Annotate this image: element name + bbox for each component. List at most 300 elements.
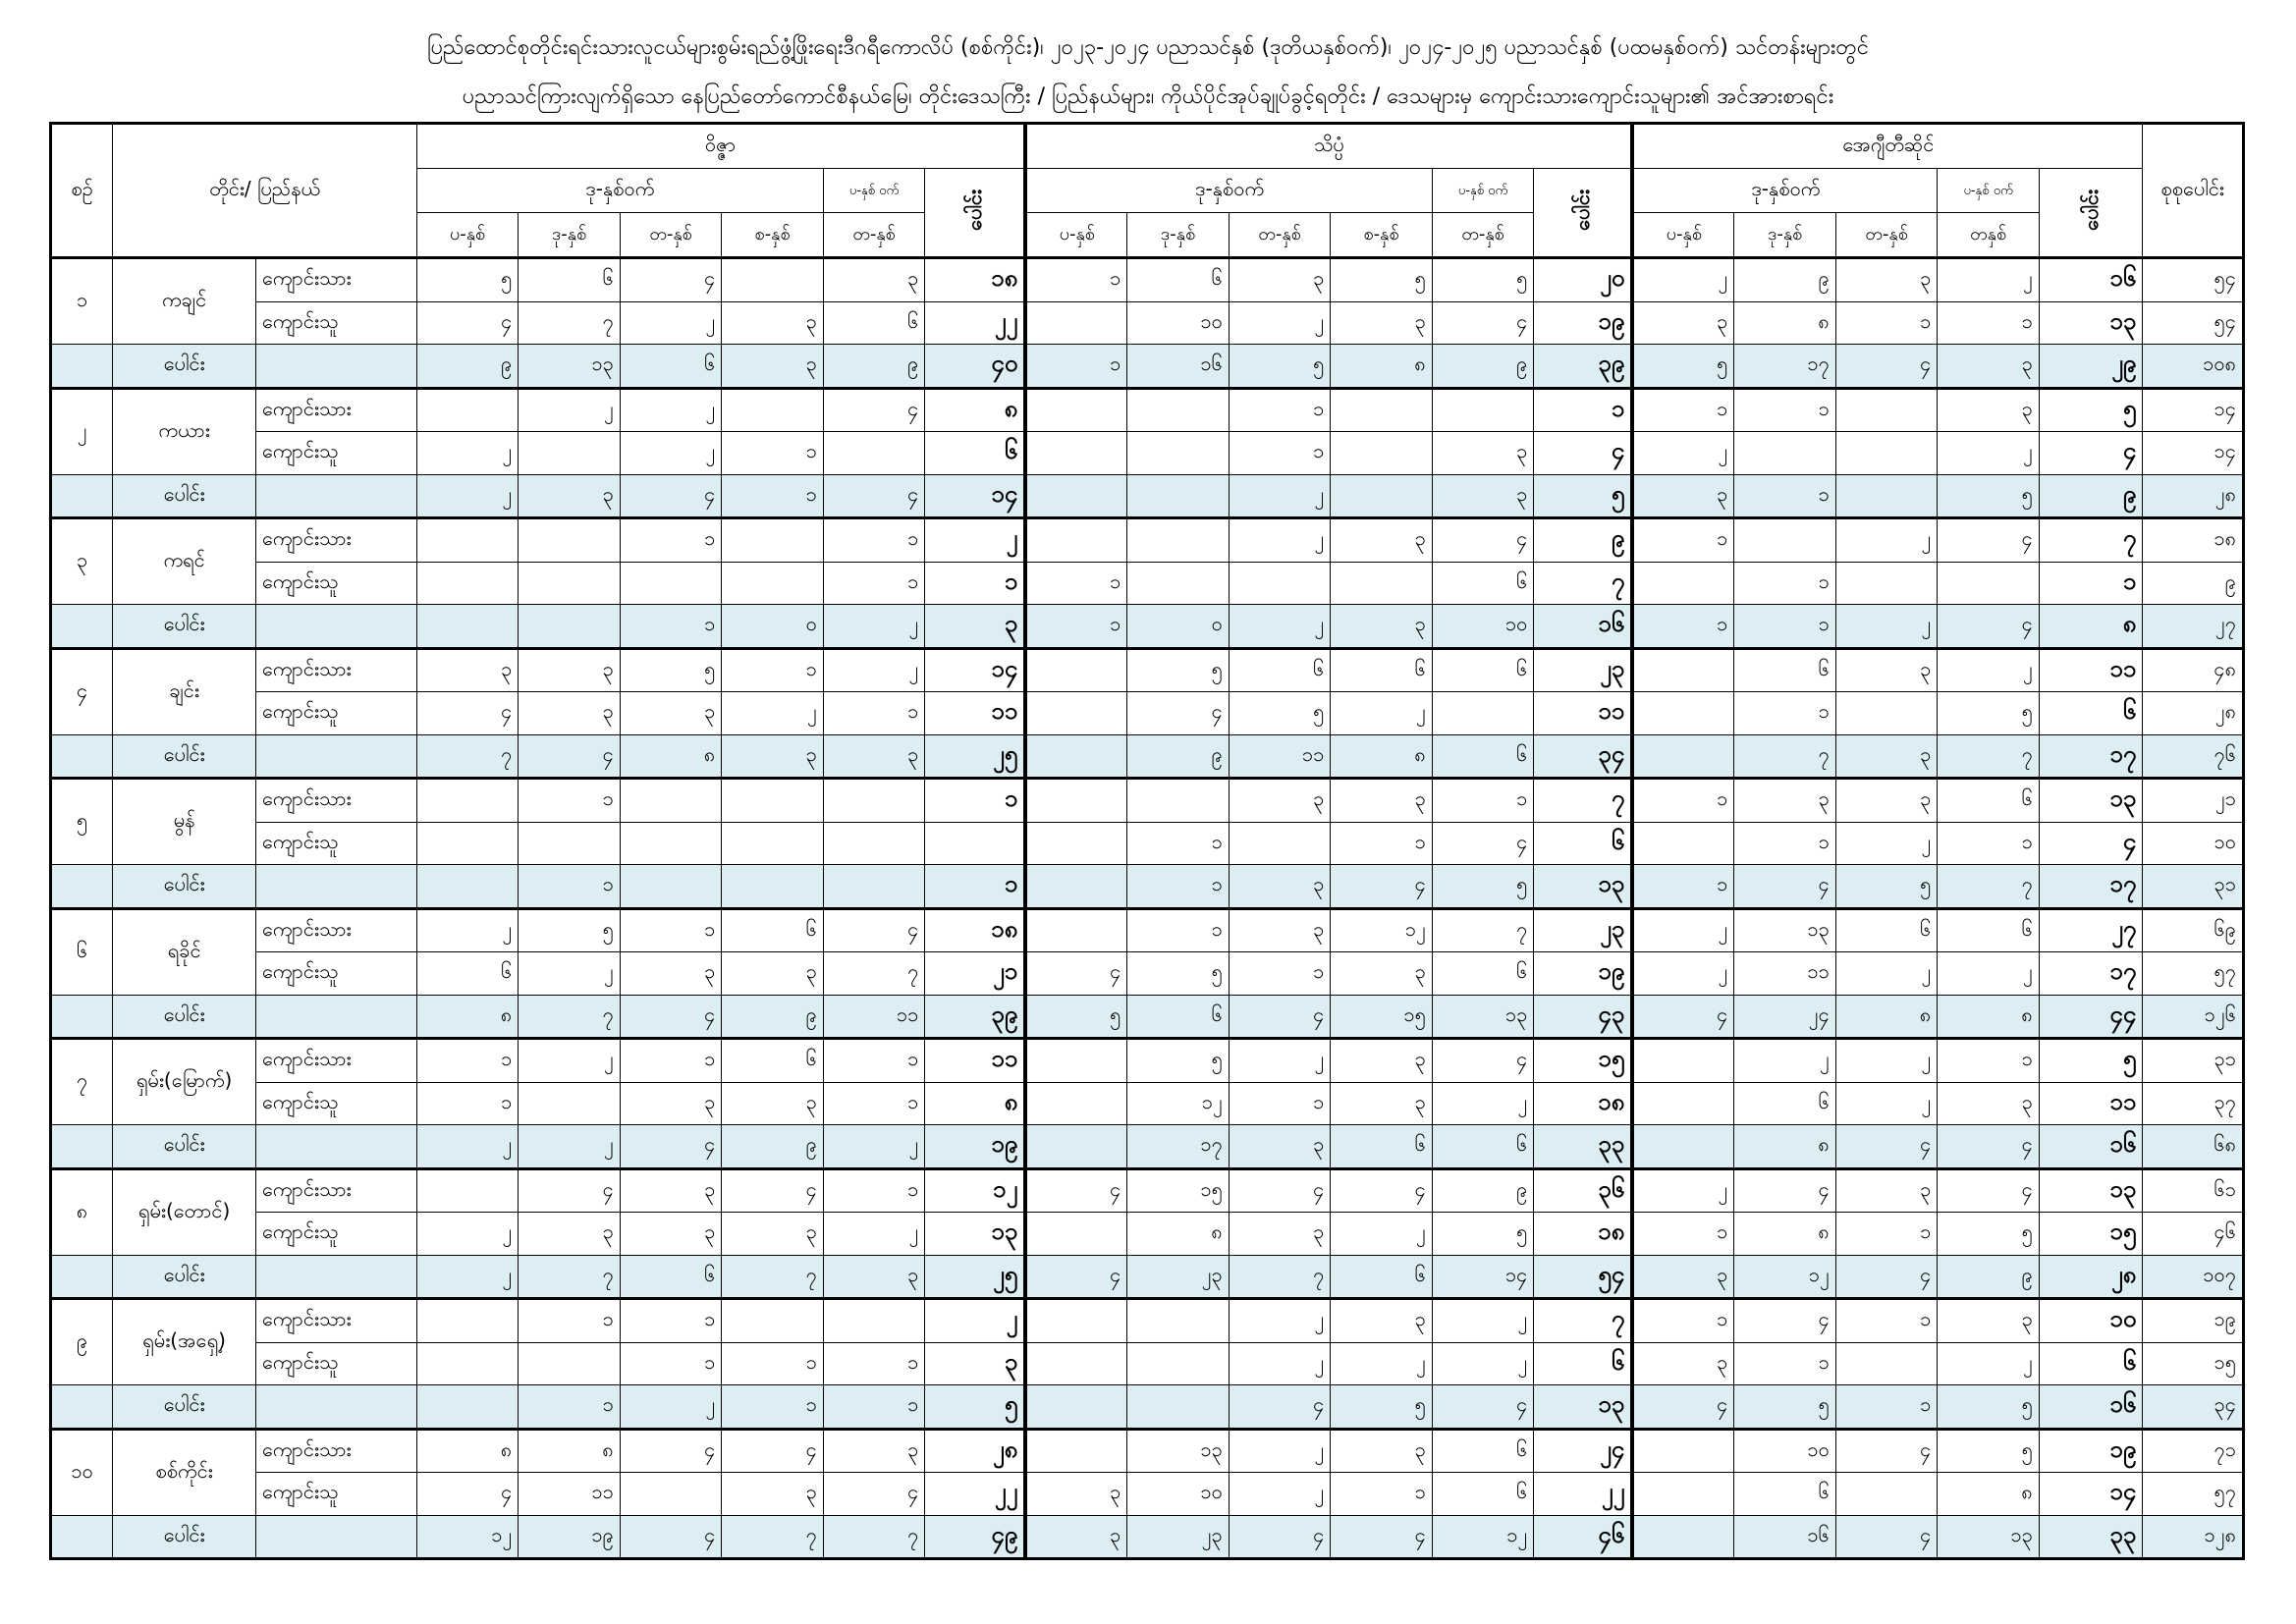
table-row [51,562,2244,605]
group-total-cell: ၇ [1534,1299,1633,1343]
value-cell: ၁ [1734,562,1836,605]
value-cell: ၈ [1938,1473,2040,1516]
group-total-cell: ၄၉ [925,1515,1026,1559]
value-cell: ၅ [1938,692,2040,735]
value-cell [1025,1039,1127,1083]
serial-cell-empty [51,1255,113,1299]
group-total-cell: ၂ [925,518,1026,563]
value-cell: ၁ [620,908,722,952]
value-cell: ၄ [1229,1168,1331,1213]
value-cell [620,779,722,823]
group-total-cell: ၁၃ [2039,779,2143,823]
value-cell: ၁ [1432,779,1534,823]
empty-cell [256,345,417,389]
value-cell: ၅ [620,648,722,692]
value-cell: ၇ [416,734,519,779]
value-cell: ၂ [1835,1082,1938,1125]
table-row [51,1039,2244,1083]
group-total-cell: ၂၃ [1534,648,1633,692]
gender-label: ကျောင်းသား [256,1039,417,1083]
group-total-cell: ၁၆ [2039,1125,2143,1169]
value-cell: ၂ [519,952,621,996]
value-cell: ၃ [1331,518,1433,563]
group-total-cell: ၁၃ [1534,865,1633,909]
group-total-cell: ၃၃ [2039,1515,2143,1559]
value-cell: ၃ [1025,1515,1127,1559]
value-cell: ၂ [519,1039,621,1083]
value-cell: ၉ [722,1125,824,1169]
arts-first-half-header: ပ-နှစ် ဝက် [823,169,925,213]
group-total-cell: ၆ [1534,822,1633,865]
sum-label: ပေါင်း [113,1125,256,1169]
value-cell: ၆ [1734,1473,1836,1516]
serial-cell-empty [51,1515,113,1559]
value-cell: ၄ [722,1429,824,1473]
group-total-cell: ၅၄ [1534,1255,1633,1299]
value-cell: ၄ [1432,822,1534,865]
group-total-cell: ၁၆ [2039,1385,2143,1430]
value-cell: ၂ [416,432,519,475]
value-cell: ၁ [1229,952,1331,996]
grand-total-cell: ၂၇ [2143,605,2244,649]
group-total-cell: ၂ [925,1299,1026,1343]
value-cell [1734,518,1836,563]
serial-cell: ၈ [51,1168,113,1255]
value-cell: ၁ [722,474,824,518]
value-cell: ၃ [1229,865,1331,909]
value-cell: ၃ [722,301,824,345]
value-cell [416,562,519,605]
group-total-cell: ၂၇ [2039,908,2143,952]
value-cell: ၁ [1229,388,1331,432]
arts-year3-header: တ-နှစ် [620,213,722,258]
value-cell: ၁ [823,1039,925,1083]
value-cell: ၄ [620,995,722,1039]
value-cell: ၄ [1432,1385,1534,1430]
group-total-cell: ၂၂ [925,1473,1026,1516]
value-cell: ၇ [519,995,621,1039]
value-cell: ၃ [1835,648,1938,692]
value-cell: ၁ [1938,301,2040,345]
value-cell: ၃ [1229,779,1331,823]
value-cell: ၂၃ [1127,1255,1230,1299]
value-cell: ၁၀ [1432,605,1534,649]
value-cell: ၁ [1734,1342,1836,1385]
value-cell [620,822,722,865]
group-total-cell: ၁၈ [925,908,1026,952]
group-total-cell [925,822,1026,865]
group-total-cell: ၁၁ [925,1039,1026,1083]
value-cell: ၁၁ [519,1473,621,1516]
value-cell [823,822,925,865]
value-cell: ၃ [1331,952,1433,996]
value-cell: ၈ [1734,301,1836,345]
group-total-cell: ၁ [2039,562,2143,605]
value-cell: ၃ [1938,1299,2040,1343]
value-cell [1127,562,1230,605]
serial-cell: ၉ [51,1299,113,1385]
value-cell: ၅ [1734,1385,1836,1430]
title-line-2: ပညာသင်ကြားလျက်ရှိသော နေပြည်တော်ကောင်စီနယ်မြေ၊ တိုင်းဒေသကြီး / ပြည်နယ်များ၊ ကိုယ်ပိုင်အုပ်ချုပ်ခွင့်ရတိုင်း / ဒေသများမှ ကျောင်းသားကျောင်းသူများ၏ အင်အားစာရင်း [462,84,1834,109]
gender-label: ကျောင်းသား [256,779,417,823]
value-cell: ၂ [1938,258,2040,302]
value-cell: ၁ [1734,388,1836,432]
value-cell: ၁ [1127,865,1230,909]
value-cell: ၄ [519,734,621,779]
gender-label: ကျောင်းသူ [256,692,417,735]
value-cell: ၂ [519,1125,621,1169]
region-name: မွန် [113,779,256,865]
value-cell: ၁ [1734,822,1836,865]
arts-year2-header: ဒု-နှစ် [519,213,621,258]
value-cell [823,779,925,823]
group-total-cell: ၂၀ [1534,258,1633,302]
value-cell: ၂ [1432,1342,1534,1385]
region-name: စစ်ကိုင်း [113,1429,256,1515]
value-cell [1127,474,1230,518]
grand-total-cell: ၅၇ [2143,952,2244,996]
value-cell: ၂၃ [1127,1515,1230,1559]
value-cell: ၉ [1432,345,1534,389]
group-total-cell: ၂၅ [925,734,1026,779]
serial-cell: ၃ [51,518,113,605]
value-cell: ၁၃ [1127,1429,1230,1473]
group-total-cell: ၁၉ [925,1125,1026,1169]
value-cell: ၇ [1938,734,2040,779]
value-cell: ၂ [620,1385,722,1430]
value-cell: ၄ [1835,345,1938,389]
value-cell: ၃ [1331,301,1433,345]
table-row [51,388,2244,432]
value-cell [722,865,824,909]
agt-year1-header: ပ-နှစ် [1632,213,1734,258]
value-cell: ၂ [1835,605,1938,649]
value-cell [1835,562,1938,605]
group-total-cell: ၁၇ [2039,865,2143,909]
value-cell: ၁ [1632,605,1734,649]
value-cell [722,518,824,563]
group-total-cell: ၄ [2039,432,2143,475]
group-total-cell: ၁၉ [1534,952,1633,996]
value-cell: ၆ [823,301,925,345]
value-cell: ၃ [1632,1255,1734,1299]
value-cell: ၂ [1229,1342,1331,1385]
value-cell: ၉ [416,345,519,389]
value-cell: ၃ [620,692,722,735]
agt-second-half-header: ဒု-နှစ်ဝက် [1632,169,1938,213]
group-total-cell: ၁ [925,779,1026,823]
value-cell: ၄ [1835,1515,1938,1559]
value-cell [1835,1473,1938,1516]
value-cell: ၁ [1025,258,1127,302]
grand-total-cell: ၃၄ [2143,1385,2244,1430]
value-cell [1127,1385,1230,1430]
group-total-cell: ၁၈ [1534,1082,1633,1125]
value-cell: ၁ [1229,432,1331,475]
value-cell [1025,1385,1127,1430]
value-cell: ၆ [1432,952,1534,996]
group-total-cell: ၂၂ [925,301,1026,345]
value-cell: ၂ [416,1213,519,1256]
value-cell: ၈ [416,1429,519,1473]
value-cell: ၈ [416,995,519,1039]
value-cell: ၃ [1432,432,1534,475]
value-cell: ၉ [1734,258,1836,302]
value-cell: ၃ [1331,779,1433,823]
value-cell [1835,432,1938,475]
group-total-cell: ၁၄ [925,648,1026,692]
grand-total-cell: ၃၁ [2143,865,2244,909]
group-total-cell: ၇ [1534,562,1633,605]
empty-cell [256,1125,417,1169]
value-cell [722,1299,824,1343]
value-cell [416,865,519,909]
group-total-cell: ၁၁ [1534,692,1633,735]
value-cell: ၁ [620,605,722,649]
value-cell: ၆ [1432,1473,1534,1516]
value-cell: ၄ [1632,1385,1734,1430]
value-cell [416,605,519,649]
value-cell: ၁ [519,779,621,823]
group-total-cell: ၉ [2039,474,2143,518]
sum-label: ပေါင်း [113,1385,256,1430]
value-cell: ၅ [1229,345,1331,389]
table-row [51,1473,2244,1516]
value-cell: ၁ [1127,908,1230,952]
value-cell: ၆ [1734,1082,1836,1125]
group-total-cell: ၁၃ [2039,301,2143,345]
table-row [51,432,2244,475]
value-cell: ၃ [620,952,722,996]
group-total-cell: ၂၃ [1534,908,1633,952]
value-cell [823,432,925,475]
group-total-cell: ၁၆ [2039,258,2143,302]
value-cell: ၈ [1734,1213,1836,1256]
value-cell: ၃ [1331,1039,1433,1083]
value-cell: ၅ [1938,1213,2040,1256]
value-cell [1432,388,1534,432]
value-cell: ၁ [722,432,824,475]
gender-label: ကျောင်းသား [256,518,417,563]
value-cell: ၃ [722,1082,824,1125]
value-cell: ၄ [1331,1168,1433,1213]
value-cell [1127,1342,1230,1385]
value-cell: ၃ [620,1082,722,1125]
gender-label: ကျောင်းသူ [256,432,417,475]
value-cell: ၃ [823,1255,925,1299]
region-name: ကချင် [113,258,256,345]
value-cell: ၃ [1025,1473,1127,1516]
region-total-row [51,1515,2244,1559]
value-cell: ၂ [823,1213,925,1256]
value-cell [416,1299,519,1343]
value-cell: ၆ [620,345,722,389]
value-cell [1632,1429,1734,1473]
gender-label: ကျောင်းသူ [256,1473,417,1516]
value-cell: ၆ [1432,1125,1534,1169]
value-cell: ၂ [1331,692,1433,735]
group-header-science: သိပ္ပံ [1025,124,1632,169]
group-total-cell: ၃၉ [925,995,1026,1039]
value-cell: ၆ [1331,1125,1433,1169]
group-total-cell: ၈ [925,388,1026,432]
grand-total-cell: ၁၅ [2143,1342,2244,1385]
value-cell [1331,474,1433,518]
value-cell: ၆ [1432,1429,1534,1473]
value-cell: ၄ [1432,301,1534,345]
value-cell: ၁ [620,518,722,563]
table-row [51,1299,2244,1343]
sum-label: ပေါင်း [113,865,256,909]
value-cell [1025,1213,1127,1256]
value-cell [722,779,824,823]
value-cell: ၂ [1632,952,1734,996]
empty-cell [256,1255,417,1299]
gender-label: ကျောင်းသူ [256,952,417,996]
group-total-cell: ၉ [1534,518,1633,563]
serial-header: စဉ် [51,124,113,258]
value-cell: ၃ [823,1429,925,1473]
arts-total-label: ပေါင်း [962,189,987,231]
value-cell: ၉ [823,345,925,389]
value-cell: ၉ [722,995,824,1039]
value-cell: ၁ [1632,865,1734,909]
table-row [51,1342,2244,1385]
value-cell: ၃ [722,345,824,389]
value-cell: ၃ [722,1473,824,1516]
science-second-half-header: ဒု-နှစ်ဝက် [1025,169,1432,213]
serial-cell-empty [51,995,113,1039]
value-cell: ၂ [1229,301,1331,345]
gender-label: ကျောင်းသား [256,258,417,302]
group-total-cell: ၂၂ [1534,1473,1633,1516]
value-cell [1127,388,1230,432]
value-cell: ၄ [1632,995,1734,1039]
value-cell: ၁ [823,518,925,563]
value-cell: ၁၁ [1734,952,1836,996]
value-cell: ၁၇ [1127,1125,1230,1169]
value-cell: ၁ [1734,474,1836,518]
value-cell: ၈ [1331,734,1433,779]
group-total-cell: ၄၆ [1534,1515,1633,1559]
value-cell: ၃ [1938,1082,2040,1125]
student-count-table [49,122,2245,1560]
value-cell: ၅ [416,258,519,302]
value-cell: ၂ [416,908,519,952]
value-cell: ၆ [1938,908,2040,952]
value-cell: ၁၁ [1229,734,1331,779]
value-cell [1025,648,1127,692]
grand-total-cell: ၉ [2143,562,2244,605]
grand-total-cell: ၂၈ [2143,692,2244,735]
value-cell: ၂ [1229,1299,1331,1343]
value-cell [1025,1082,1127,1125]
value-cell: ၂ [1632,258,1734,302]
gender-label: ကျောင်းသူ [256,822,417,865]
grand-total-cell: ၃၇ [2143,1082,2244,1125]
value-cell: ၄ [519,1168,621,1213]
value-cell: ၁၃ [519,345,621,389]
empty-cell [256,865,417,909]
science-year3-header: တ-နှစ် [1229,213,1331,258]
value-cell: ၅ [1432,258,1534,302]
value-cell: ၁ [1835,1385,1938,1430]
empty-cell [256,1515,417,1559]
value-cell: ၄ [1835,1429,1938,1473]
value-cell [1025,432,1127,475]
value-cell: ၄ [416,301,519,345]
value-cell: ၅ [1127,1039,1230,1083]
value-cell: ၄ [1331,1515,1433,1559]
value-cell: ၄ [823,474,925,518]
value-cell: ၂ [1938,648,2040,692]
value-cell: ၄ [1025,1255,1127,1299]
value-cell: ၀ [1127,605,1230,649]
region-name: ကရင် [113,518,256,605]
grand-total-cell: ၆၈ [2143,1125,2244,1169]
group-total-cell: ၂၉ [2039,345,2143,389]
value-cell: ၂ [1938,952,2040,996]
value-cell [722,562,824,605]
value-cell: ၈ [519,1429,621,1473]
value-cell: ၃ [722,952,824,996]
value-cell: ၁ [519,1299,621,1343]
value-cell: ၄ [1229,995,1331,1039]
grand-total-header: စုစုပေါင်း [2143,124,2244,258]
value-cell: ၆ [722,908,824,952]
value-cell: ၆ [1432,734,1534,779]
group-total-cell: ၁၃ [1534,1385,1633,1430]
agt-first-year-header: တနှစ် [1938,213,2040,258]
table-row [51,1213,2244,1256]
value-cell: ၇ [1938,865,2040,909]
arts-first-year-header: တ-နှစ် [823,213,925,258]
group-total-cell: ၁၆ [1534,605,1633,649]
group-total-cell: ၁ [925,865,1026,909]
value-cell: ၁ [823,1385,925,1430]
science-total-header [1534,169,1633,258]
value-cell: ၃ [823,258,925,302]
table-row [51,1082,2244,1125]
agt-total-header [2039,169,2143,258]
value-cell: ၃ [620,1168,722,1213]
value-cell: ၈ [1331,345,1433,389]
value-cell: ၆ [1229,648,1331,692]
value-cell: ၃ [1432,474,1534,518]
value-cell: ၁၂ [416,1515,519,1559]
group-total-cell: ၆ [2039,692,2143,735]
value-cell [519,1342,621,1385]
value-cell [416,822,519,865]
value-cell [1025,779,1127,823]
group-total-cell: ၁၅ [2039,1213,2143,1256]
region-header: တိုင်း/ ပြည်နယ် [113,124,417,258]
value-cell: ၂၄ [1734,995,1836,1039]
value-cell [416,1168,519,1213]
arts-year1-header: ပ-နှစ် [416,213,519,258]
gender-label: ကျောင်းသား [256,1429,417,1473]
region-total-row [51,734,2244,779]
value-cell: ၂ [823,648,925,692]
table-row [51,908,2244,952]
value-cell: ၆ [1127,995,1230,1039]
value-cell: ၃ [1229,908,1331,952]
value-cell: ၃ [1734,779,1836,823]
value-cell [1025,1342,1127,1385]
value-cell: ၁ [620,1342,722,1385]
value-cell: ၂ [1632,432,1734,475]
value-cell: ၁၆ [1127,345,1230,389]
